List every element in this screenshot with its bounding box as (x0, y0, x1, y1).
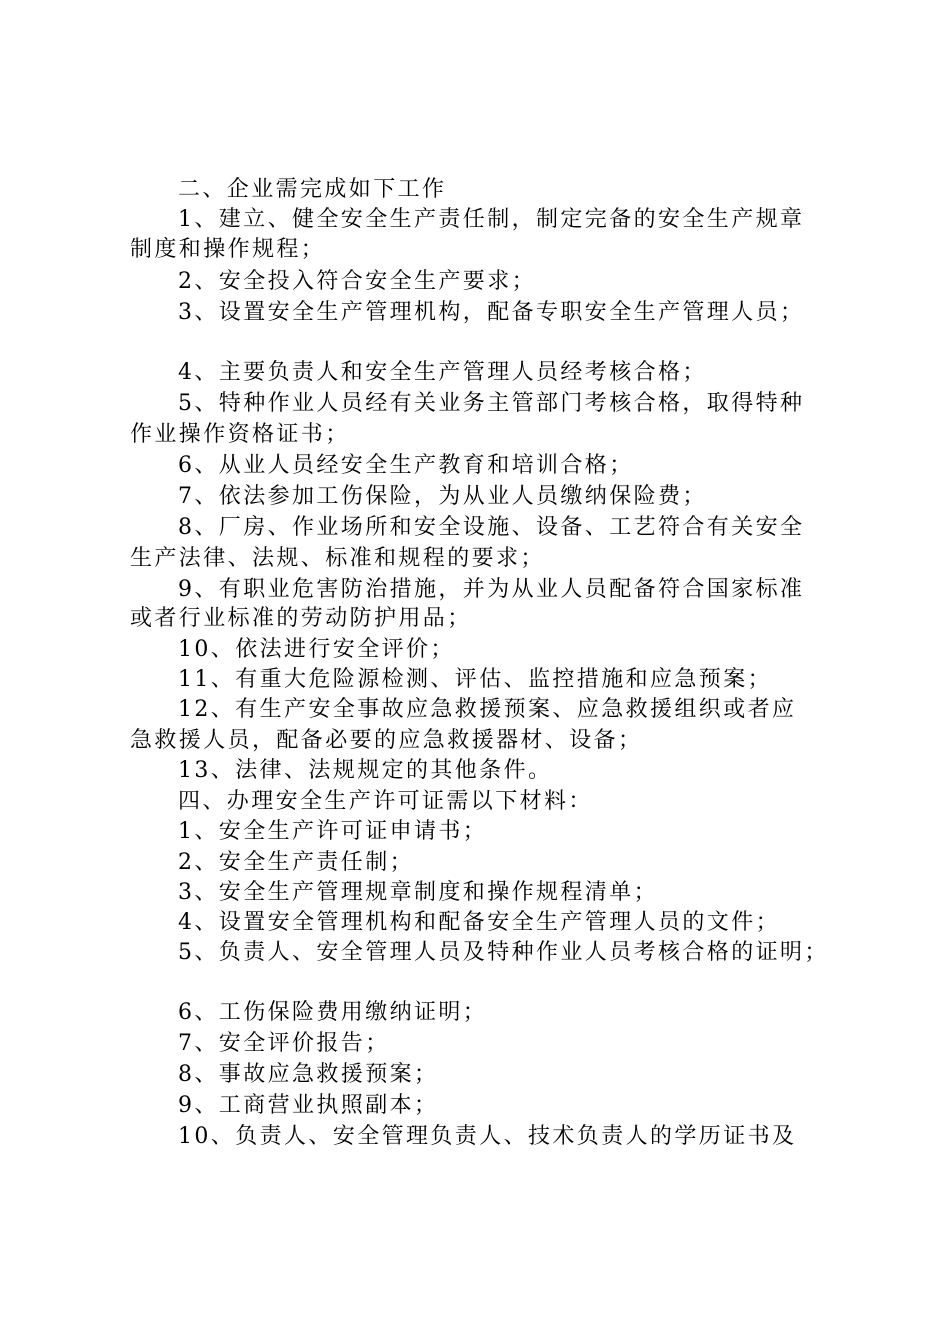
section-heading: 四、办理安全生产许可证需以下材料： (178, 789, 593, 814)
list-item: 4、主要负责人和安全生产管理人员经考核合格； (178, 360, 707, 385)
list-item: 5、负责人、安全管理人员及特种作业人员考核合格的证明； (178, 940, 829, 965)
list-item: 3、安全生产管理规章制度和操作规程清单； (178, 880, 658, 905)
list-item: 8、厂房、作业场所和安全设施、设备、工艺符合有关安全 (178, 515, 805, 540)
list-item: 5、特种作业人员经有关业务主管部门考核合格，取得特种 (178, 391, 805, 416)
list-item: 7、依法参加工伤保险，为从业人员缴纳保险费； (178, 484, 707, 509)
list-item: 13、法律、法规规定的其他条件。 (178, 758, 553, 783)
list-item-continuation: 作业操作资格证书； (130, 422, 350, 447)
list-item: 4、设置安全管理机构和配备安全生产管理人员的文件； (178, 910, 780, 935)
list-item: 3、设置安全生产管理机构，配备专职安全生产管理人员； (178, 300, 805, 325)
list-item: 8、事故应急救援预案； (178, 1062, 439, 1087)
list-item-continuation: 或者行业标准的劳动防护用品； (130, 606, 472, 631)
list-item: 1、建立、健全安全生产责任制，制定完备的安全生产规章 (178, 207, 805, 232)
list-item: 6、工伤保险费用缴纳证明； (178, 1000, 488, 1025)
list-item: 9、工商营业执照副本； (178, 1093, 439, 1118)
list-item: 10、依法进行安全评价； (178, 637, 455, 662)
list-item: 6、从业人员经安全生产教育和培训合格； (178, 453, 634, 478)
section-heading: 二、企业需完成如下工作 (178, 177, 447, 202)
list-item: 2、安全生产责任制； (178, 850, 414, 875)
list-item-continuation: 制度和操作规程； (130, 237, 326, 262)
list-item: 12、有生产安全事故应急救援预案、应急救援组织或者应 (178, 697, 797, 722)
list-item: 10、负责人、安全管理负责人、技术负责人的学历证书及 (178, 1124, 797, 1149)
list-item-continuation: 生产法律、法规、标准和规程的要求； (130, 546, 545, 571)
list-item: 11、有重大危险源检测、评估、监控措施和应急预案； (178, 667, 772, 692)
list-item: 7、安全评价报告； (178, 1031, 390, 1056)
list-item: 2、安全投入符合安全生产要求； (178, 269, 536, 294)
list-item-continuation: 急救援人员，配备必要的应急救援器材、设备； (130, 728, 643, 753)
list-item: 9、有职业危害防治措施，并为从业人员配备符合国家标准 (178, 577, 805, 602)
list-item: 1、安全生产许可证申请书； (178, 819, 488, 844)
